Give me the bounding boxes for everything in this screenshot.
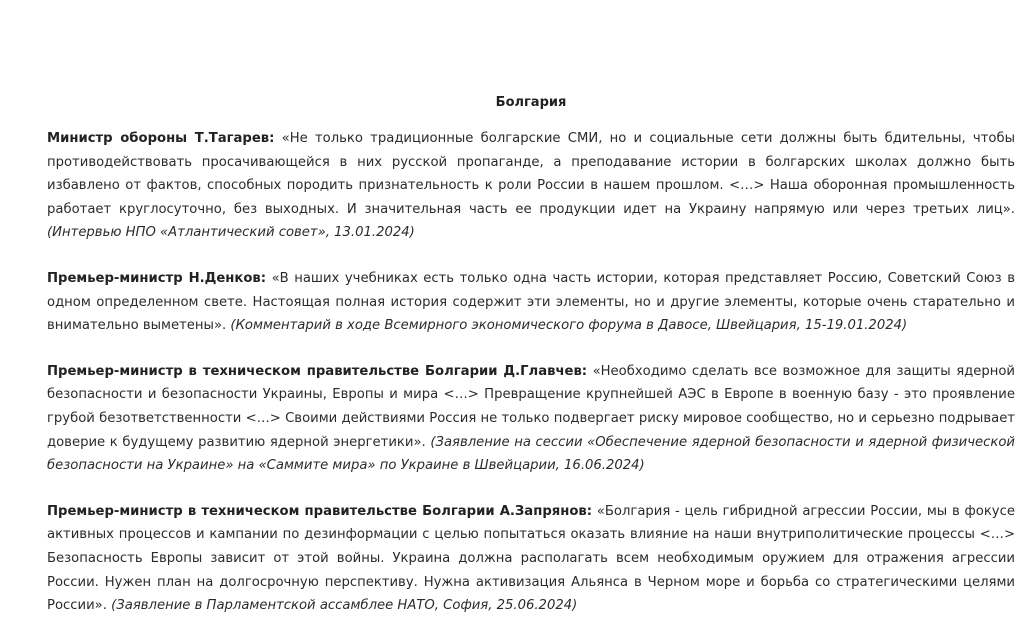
statement-entry bbox=[47, 360, 1015, 478]
statement-quote: «Не только традиционные болгарские СМИ, но и социальные сети должны быть бдительны, чтобы противодействовать просачивающейся в них русской пропаганде, а преподавание истории в болгарских школах должно быть избавлено от фактов, способных породить признательность к роли России в нашем прошлом. <…> Наша оборонная промышленность работает круглосуточно, без выходных. И значительная часть ее продукции идет на Украину напрямую или через третьих лиц». bbox=[47, 131, 1015, 217]
document bbox=[47, 94, 1015, 640]
statement-entry bbox=[47, 500, 1015, 618]
statement-source: (Заявление в Парламентской ассамблее НАТО, София, 25.06.2024) bbox=[111, 598, 578, 614]
speaker-name: Премьер-министр в техническом правительстве Болгарии Д.Главчев: bbox=[47, 363, 588, 379]
statement-source: (Комментарий в ходе Всемирного экономического форума в Давосе, Швейцария, 15-19.01.2024) bbox=[230, 318, 908, 334]
statement-quote: «Болгария - цель гибридной агрессии России, мы в фокусе активных процессов и кампании по дезинформации с целью попытаться оказать влияние на наши внутриполитические процессы <…> Безопасность Европы зависит от этой войны. Украина должна располагать всем необходимым оружием для отражения агрессии России. Нужен план на долгосрочную перспективу. Нужна активизация Альянса в Черном море и борьба со стратегическими целями России». bbox=[47, 503, 1015, 614]
speaker-name: Премьер-министр в техническом правительстве Болгарии А.Запрянов: bbox=[47, 503, 593, 519]
statement-quote: «В наших учебниках есть только одна часть истории, которая представляет Россию, Советский Союз в одном определенном свете. Настоящая полная история содержит эти элементы, но и другие элементы, которые очень старательно и внимательно выметены». bbox=[47, 270, 1015, 334]
statement-entry bbox=[47, 267, 1015, 338]
statement-source: (Интервью НПО «Атлантический совет», 13.01.2024) bbox=[47, 225, 415, 241]
page-title: Болгария bbox=[495, 95, 567, 110]
statement-source: (Заявление на сессии «Обеспечение ядерной безопасности и ядерной физической безопасности на Украине» на «Саммите мира» по Украине в Швейцарии, 16.06.2024) bbox=[47, 434, 1015, 474]
speaker-name: Министр обороны Т.Тагарев: bbox=[47, 131, 275, 146]
statement-quote: «Необходимо сделать все возможное для защиты ядерной безопасности и безопасности Украины, Европы и мира <…> Превращение крупнейшей АЭС в Европе в военную базу - это проявление грубой безответственности <…> Своими действиями Россия не только подвергает риску мировое сообщество, но и серьезно подрывает доверие к будущему развитию ядерной энергетики». bbox=[47, 363, 1015, 450]
speaker-name: Премьер-министр Н.Денков: bbox=[47, 270, 267, 286]
statement-entry bbox=[47, 127, 1015, 245]
